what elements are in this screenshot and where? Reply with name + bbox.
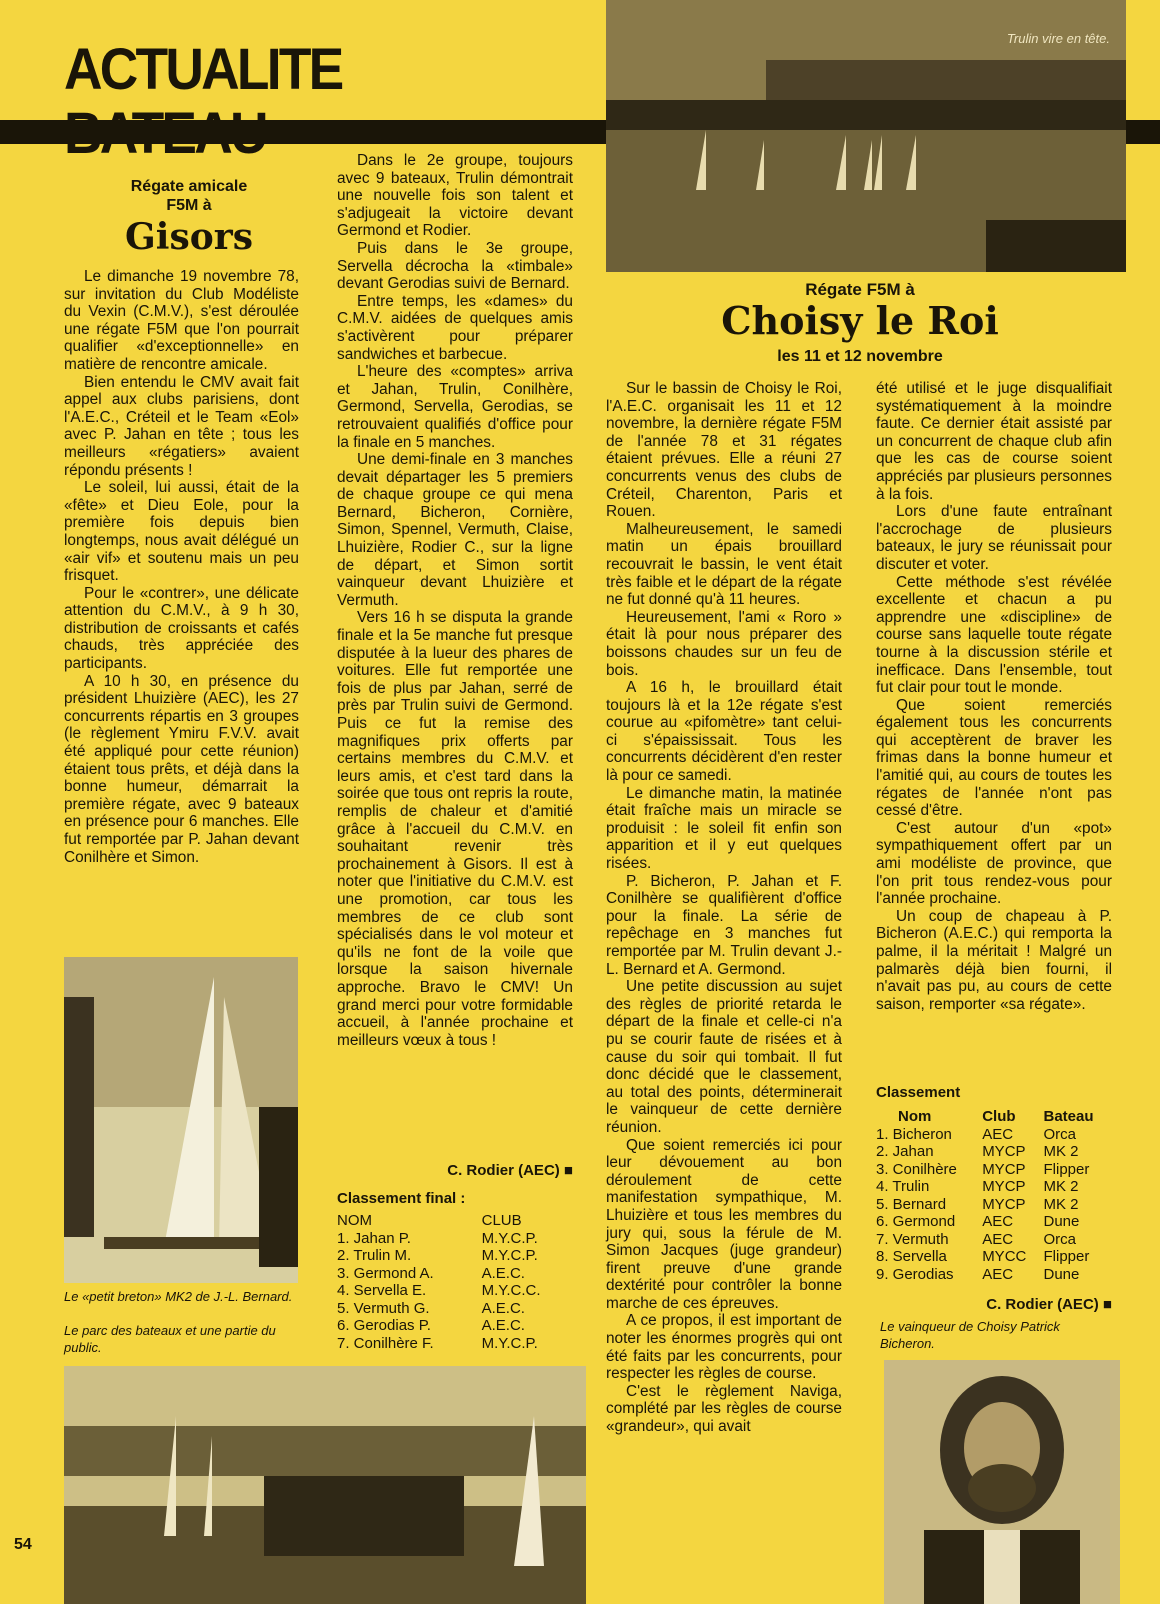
gisors-column-2	[337, 152, 573, 1049]
paragraph: L'heure des «comptes» arriva et Jahan, Trulin, Conilhère, Germond, Servella, Gerodias, se retrouvaient qualifiés d'office pour la finale en 5 manches.	[337, 363, 573, 451]
choisy-dates: les 11 et 12 novembre	[777, 348, 943, 365]
paragraph: Une demi-finale en 3 manches devait départager les 5 premiers de chaque groupe ce qui mena Bernard, Bicheron, Cornière, Simon, Spennel, Vermuth, Claise, Lhuizière, Rodier C., sur la ligne de départ, et Simon sortit vainqueur devant Lhuizière et Vermuth.	[337, 451, 573, 609]
page-number: 54	[14, 1536, 32, 1553]
paragraph: Un coup de chapeau à P. Bicheron (A.E.C.) qui remporta la palme, il la méritait ! Malgré un palmarès déjà bien fourni, il n'avait pas pu, au cours de cette saison, remporter «sa régate».	[876, 907, 1112, 1013]
table-row: 8. Servella MYCC Flipper	[876, 1248, 1090, 1265]
paragraph: Puis dans le 3e groupe, Servella décrocha la «timbale» devant Gerodias suivi de Bernard.	[337, 239, 573, 293]
paragraph: Dans le 2e groupe, toujours avec 9 bateaux, Trulin démontrait une nouvelle fois son talent et s'adjugeait la victoire devant Germond et Rodier.	[337, 152, 573, 240]
winner-portrait-photo	[884, 1360, 1120, 1604]
sailboat-photo-caption: Le «petit breton» MK2 de J.-L. Bernard.	[64, 1289, 293, 1304]
paragraph: P. Bicheron, P. Jahan et F. Conilhère se qualifièrent d'office pour la finale. La série de repêchage en 3 manches fut remportée par M. Trulin devant J.-L. Bernard et A. Germond.	[606, 872, 842, 978]
choisy-kicker: Régate F5M à	[805, 280, 915, 299]
paragraph: Pour le «contrer», une délicate attention du C.M.V., à 9 h 30, distribution de croissants et cafés chauds, très appréciée des participants.	[64, 584, 299, 673]
header-rule	[0, 120, 605, 144]
paragraph: Que soient remerciés ici pour leur dévouement au bon déroulement de cette manifestation sympathique, M. Lhuizière et tous les membres du jury qui, sous la férule de M. Simon Jacques (juge grandeur) firent preuve d'une grande dextérité pour contrôler la bonne marche de ces épreuves.	[606, 1136, 842, 1312]
gisors-kicker-2: F5M à	[166, 197, 212, 214]
paragraph: Une petite discussion au sujet des règles de priorité retarda le départ de la finale et celle-ci n'a pu se courir faute de risées et à cause du soir qui tombait. Il fut donc décidé que le classement, au total des points, déterminerait le vainqueur de cette dernière réunion.	[606, 978, 842, 1136]
table-row: 9. Gerodias AEC Dune	[876, 1265, 1080, 1283]
table-row: 6. Germond AEC Dune	[876, 1213, 1080, 1230]
gisors-signature: C. Rodier (AEC) ■	[337, 1162, 573, 1179]
column-header: Bateau	[1043, 1108, 1094, 1125]
paragraph: Lors d'une faute entraînant l'accrochage de plusieurs bateaux, le jury se réunissait pour discuter et voter.	[876, 503, 1112, 573]
table-row: 1. Jahan P. M.Y.C.P.	[337, 1229, 538, 1247]
paragraph: Bien entendu le CMV avait fait appel aux clubs parisiens, dont l'A.E.C., Créteil et le Team «Eol» avec P. Jahan en tête ; tous les meilleurs «régatiers» avaient répondu présents !	[64, 373, 299, 479]
gisors-results-table	[337, 1212, 573, 1352]
choisy-results-table	[876, 1108, 1112, 1283]
gisors-results-title: Classement final :	[337, 1190, 466, 1207]
top-photo-caption: Trulin vire en tête.	[1006, 31, 1110, 46]
table-row: 3. Conilhère MYCP Flipper	[876, 1160, 1090, 1178]
table-row: 3. Germond A. A.E.C.	[337, 1264, 525, 1282]
paragraph: C'est autour d'un «pot» sympathiquement offert par un ami modéliste de province, que l'on prit tous rendez-vous pour l'année prochaine.	[876, 819, 1112, 908]
table-row: 4. Trulin MYCP MK 2	[876, 1178, 1079, 1195]
gisors-column-1	[64, 268, 299, 866]
gisors-title: Gisors	[125, 216, 253, 258]
table-row: 4. Servella E. M.Y.C.C.	[337, 1282, 541, 1299]
paragraph: Le soleil, lui aussi, était de la «fête» et Dieu Eole, pour la première fois depuis bien longtemps, nous avait délégué un «air vif» et soutenu mais un peu frisquet.	[64, 479, 299, 585]
paragraph: Sur le bassin de Choisy le Roi, l'A.E.C. organisait les 11 et 12 novembre, la dernière régate F5M de l'année 78 et 31 régates étaient prévues. Elle a réuni 27 concurrents venus des clubs de Créteil, Charenton, Paris et Rouen.	[606, 380, 842, 521]
paragraph: Le dimanche 19 novembre 78, sur invitation du Club Modéliste du Vexin (C.M.V.), s'est déroulée une régate F5M que l'on pourrait qualifier «d'exceptionnelle» en matière de rencontre amicale.	[64, 268, 299, 373]
paragraph: A 16 h, le brouillard était toujours là et la 12e régate s'est courue au «pifomètre» tant celui-ci s'épaississait. Tous les concurrents décidèrent d'en rester là pour ce samedi.	[606, 679, 842, 785]
crowd-photo	[64, 1366, 586, 1604]
column-header: CLUB	[481, 1212, 522, 1229]
table-row: 6. Gerodias P. A.E.C.	[337, 1317, 525, 1334]
choisy-column-2	[876, 380, 1112, 1013]
choisy-column-1	[606, 380, 842, 1436]
table-row: 5. Bernard MYCP MK 2	[876, 1195, 1079, 1213]
table-row: 2. Jahan MYCP MK 2	[876, 1143, 1079, 1160]
table-row: 7. Vermuth AEC Orca	[876, 1230, 1077, 1248]
paragraph: A ce propos, il est important de noter les énormes progrès qui ont été faits par les concurrents, pour respecter les règles de course.	[606, 1312, 842, 1383]
page-headline: ACTUALITE	[64, 37, 342, 102]
gisors-kicker-1: Régate amicale	[130, 178, 248, 195]
paragraph: Le dimanche matin, la matinée était fraîche mais un miracle se produisit : le soleil fit enfin son apparition et il y eut quelques risées.	[606, 784, 842, 873]
column-header: NOM	[337, 1212, 372, 1229]
paragraph: Heureusement, l'ami « Roro » était là pour nous préparer des boissons chaudes sur un feu de bois.	[606, 608, 842, 679]
paragraph: A 10 h 30, en présence du président Lhuizière (AEC), les 27 concurrents répartis en 3 groupes (le règlement Ymiru F.V.V. avait été appliqué pour cette réunion) étaient tous prêts, et déjà dans la bonne humeur, démarrait la première régate, avec 9 bateaux en présence pour 6 manches. Elle fut remportée par P. Jahan devant Conilhère et Simon.	[64, 672, 299, 866]
table-row: 1. Bicheron AEC Orca	[876, 1125, 1077, 1143]
paragraph: Entre temps, les «dames» du C.M.V. aidées de quelques amis s'activèrent pour préparer sandwiches et barbecue.	[337, 292, 573, 363]
winner-photo-caption: Le vainqueur de Choisy Patrick Bicheron.	[880, 1319, 1060, 1351]
crowd-photo-caption: Le parc des bateaux et une partie du public.	[64, 1323, 276, 1355]
table-row: 5. Vermuth G. A.E.C.	[337, 1299, 525, 1317]
paragraph: Cette méthode s'est révélée excellente et chacun a pu apprendre une «discipline» de course sans laquelle toute régate tourne à la discussion stérile et inefficace. Dans l'ensemble, tout fut clair pour tout le monde.	[876, 573, 1112, 697]
table-row: 7. Conilhère F. M.Y.C.P.	[337, 1334, 538, 1352]
paragraph: Vers 16 h se disputa la grande finale et la 5e manche fut presque disputée à la lueur des phares de voitures. Elle fut remportée une fois de plus par Jahan, serré de près par Trulin suivi de Germond. Puis ce fut la remise des magnifiques prix offerts par certains membres du C.M.V. et leurs amis, et c'est tard dans la soirée que tous ont repris la route, remplis de chaleur et d'amitié grâce à l'accueil du C.M.V. en souhaitant revenir très prochainement à Gisors. Il est à noter que l'initiative du C.M.V. est une promotion, car tous les membres de ce club sont spécialisés dans le vol moteur et qu'ils ne font de la voile que lorsque la saison hivernale approche. Bravo le CMV! Un grand merci pour votre formidable accueil, à l'année prochaine et meilleurs vœux à tous !	[337, 609, 573, 1049]
column-header: Club	[982, 1108, 1016, 1125]
paragraph: C'est le règlement Naviga, complété par les règles de course «grandeur», qui avait	[606, 1382, 842, 1436]
sailboat-photo	[64, 957, 298, 1283]
choisy-results-title: Classement	[876, 1084, 961, 1101]
paragraph: Que soient remerciés également tous les concurrents qui acceptèrent de braver les frimas dans la bonne humeur et l'amitié qui, au cours de toutes les régates de l'année n'ont pas cessé d'être.	[876, 696, 1112, 820]
paragraph: été utilisé et le juge disqualifiait systématiquement à la moindre faute. Ce dernier était assisté par un concurrent de chaque club afin que les cas de course soient appréciés par plusieurs personnes à la fois.	[876, 380, 1112, 503]
table-row: 2. Trulin M. M.Y.C.P.	[337, 1247, 538, 1264]
paragraph: Malheureusement, le samedi matin un épais brouillard recouvrait le bassin, le vent était très faible et le départ de la régate ne fut donné qu'à 11 heures.	[606, 520, 842, 609]
choisy-title: Choisy le Roi	[721, 298, 999, 343]
column-header: Nom	[898, 1108, 932, 1125]
choisy-signature: C. Rodier (AEC) ■	[876, 1296, 1112, 1313]
